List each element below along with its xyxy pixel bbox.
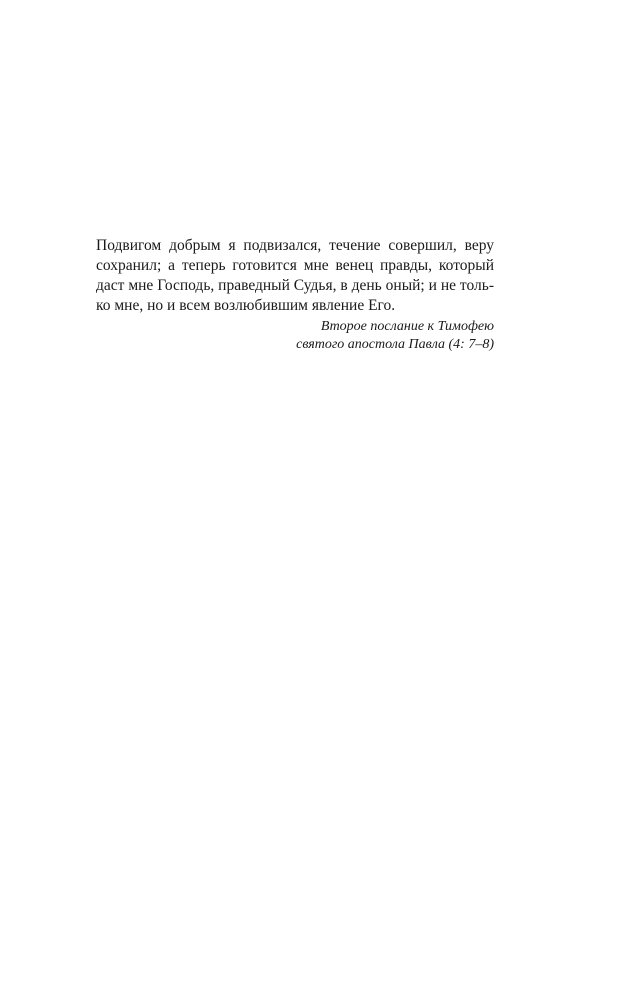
source-line-2: святого апостола Павла (4: 7–8)	[296, 337, 494, 352]
epigraph	[96, 236, 494, 354]
quote-line-4: ко мне, но и всем возлюбившим явление Его.	[96, 297, 396, 314]
epigraph-quote	[96, 236, 494, 316]
quote-line-2: сохранил; а теперь готовится мне венец правды, который	[96, 257, 494, 274]
source-line-1: Второе послание к Тимофею	[320, 319, 494, 334]
epigraph-source	[96, 318, 494, 354]
quote-line-3: даст мне Господь, праведный Судья, в день оный; и не толь-	[96, 277, 494, 294]
quote-line-1: Подвигом добрым я подвизался, течение совершил, веру	[96, 237, 494, 254]
